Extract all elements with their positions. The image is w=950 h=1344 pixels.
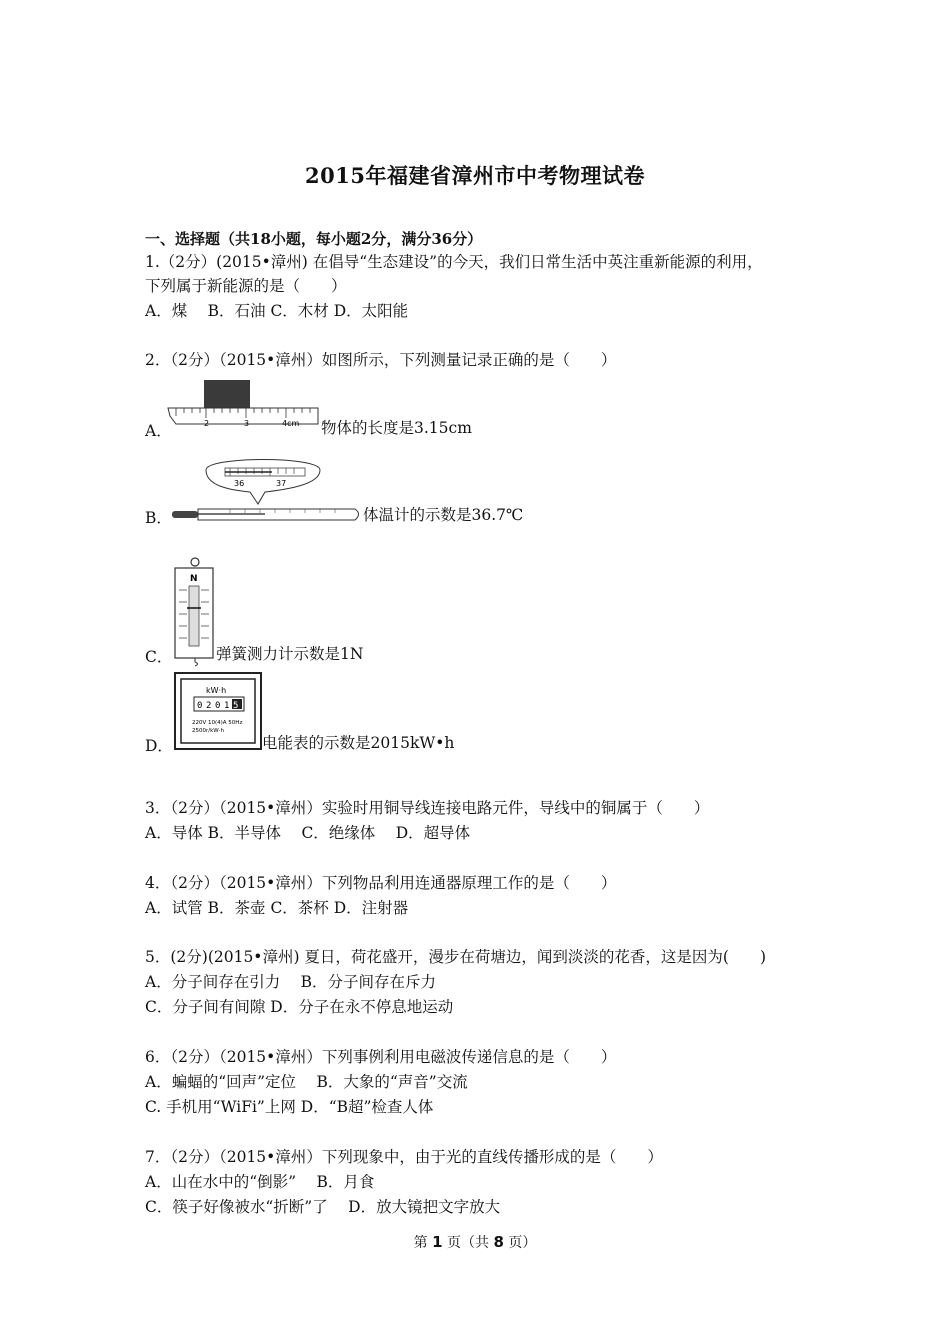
- ruler-object-block: [204, 380, 250, 410]
- question-7-options-2: C．筷子好像被水“折断”了 D．放大镜把文字放大: [145, 1198, 501, 1216]
- question-5-options-1: A．分子间存在引力 B．分子间存在斥力: [145, 973, 437, 991]
- q2-option-c-label: C．: [145, 648, 173, 666]
- spring-scale-unit: N: [190, 574, 198, 584]
- question-3-options: A．导体 B．半导体 C．绝缘体 D．超导体: [145, 824, 471, 842]
- spring-scale-hook-top: [191, 558, 199, 566]
- ruler-tick-label: 2: [204, 419, 210, 428]
- question-1-line-1: 1.（2分）(2015•漳州) 在倡导“生态建设”的今天，我们日常生活中英注重新能源的利用，: [145, 253, 763, 271]
- thermometer-tick-label: 36: [234, 479, 245, 488]
- thermometer-tick-label: 37: [276, 479, 287, 488]
- footer-mid: 页（共: [447, 1235, 489, 1251]
- q2-option-d-text: 电能表的示数是2015kW•h: [262, 734, 455, 752]
- question-4-stem: 4．（2分）（2015•漳州）下列物品利用连通器原理工作的是（ ）: [145, 874, 617, 892]
- ruler-tick-label: 3: [244, 419, 250, 428]
- q2-option-b-label: B．: [145, 509, 172, 527]
- spring-scale-image: [172, 556, 218, 666]
- q2-option-d-label: D．: [145, 737, 173, 755]
- q2-option-c-text: 弹簧测力计示数是1N: [216, 645, 364, 663]
- meter-digit: 5: [233, 701, 239, 711]
- footer-total-pages: 8: [493, 1233, 504, 1251]
- meter-digit: 0: [215, 701, 221, 711]
- question-7-stem: 7．（2分）（2015•漳州）下列现象中，由于光的直线传播形成的是（ ）: [145, 1148, 663, 1166]
- question-1-options: A．煤 B．石油 C．木材 D．太阳能: [145, 302, 409, 320]
- q2-option-a-label: A．: [145, 422, 172, 440]
- question-6-stem: 6．（2分）（2015•漳州）下列事例利用电磁波传递信息的是（ ）: [145, 1048, 617, 1066]
- q2-option-a-text: 物体的长度是3.15cm: [321, 419, 472, 437]
- thermometer-magnifier-bubble: [206, 460, 320, 505]
- meter-digit: 0: [197, 701, 203, 711]
- footer-suffix: 页）: [508, 1235, 537, 1251]
- question-7-options-1: A．山在水中的“倒影” B．月食: [145, 1173, 375, 1191]
- ruler-image: [166, 380, 321, 436]
- question-2-stem: 2．（2分）（2015•漳州）如图所示，下列测量记录正确的是（ ）: [145, 351, 617, 369]
- q2-option-b-text: 体温计的示数是36.7℃: [363, 506, 524, 524]
- footer-page-number: 1: [432, 1233, 443, 1251]
- question-6-options-2: C. 手机用“WiFi”上网 D．“B超”检查人体: [145, 1098, 434, 1116]
- question-3-stem: 3．（2分）（2015•漳州）实验时用铜导线连接电路元件，导线中的铜属于（ ）: [145, 799, 710, 817]
- question-5-options-2: C．分子间有间隙 D．分子在永不停息地运动: [145, 998, 454, 1016]
- question-6-options-1: A．蝙蝠的“回声”定位 B．大象的“声音”交流: [145, 1073, 468, 1091]
- question-1-line-2: 下列属于新能源的是（ ）: [145, 277, 347, 295]
- thermometer-bulb: [172, 511, 198, 518]
- meter-digit: 1: [224, 701, 230, 711]
- electric-meter-spec: 220V 10(4)A 50Hz: [192, 720, 243, 726]
- page-footer: [0, 1232, 950, 1252]
- thermometer-image: [170, 448, 365, 526]
- electric-meter-unit: kW·h: [206, 686, 227, 695]
- question-4-options: A．试管 B．茶壶 C．茶杯 D．注射器: [145, 899, 409, 917]
- ruler-tick-label: 4cm: [282, 419, 300, 428]
- electric-meter-image: [174, 672, 262, 750]
- meter-digit: 2: [206, 701, 212, 711]
- page-title: 2015年福建省漳州市中考物理试卷: [305, 163, 645, 188]
- footer-prefix: 第: [413, 1235, 428, 1251]
- electric-meter-spec: 2500r/kW·h: [192, 728, 224, 734]
- question-5-stem: 5．(2分)(2015•漳州) 夏日，荷花盛开，漫步在荷塘边，闻到淡淡的花香，这是因为( ): [145, 948, 767, 966]
- section-heading: 一、选择题（共18小题，每小题2分，满分36分）: [145, 230, 483, 248]
